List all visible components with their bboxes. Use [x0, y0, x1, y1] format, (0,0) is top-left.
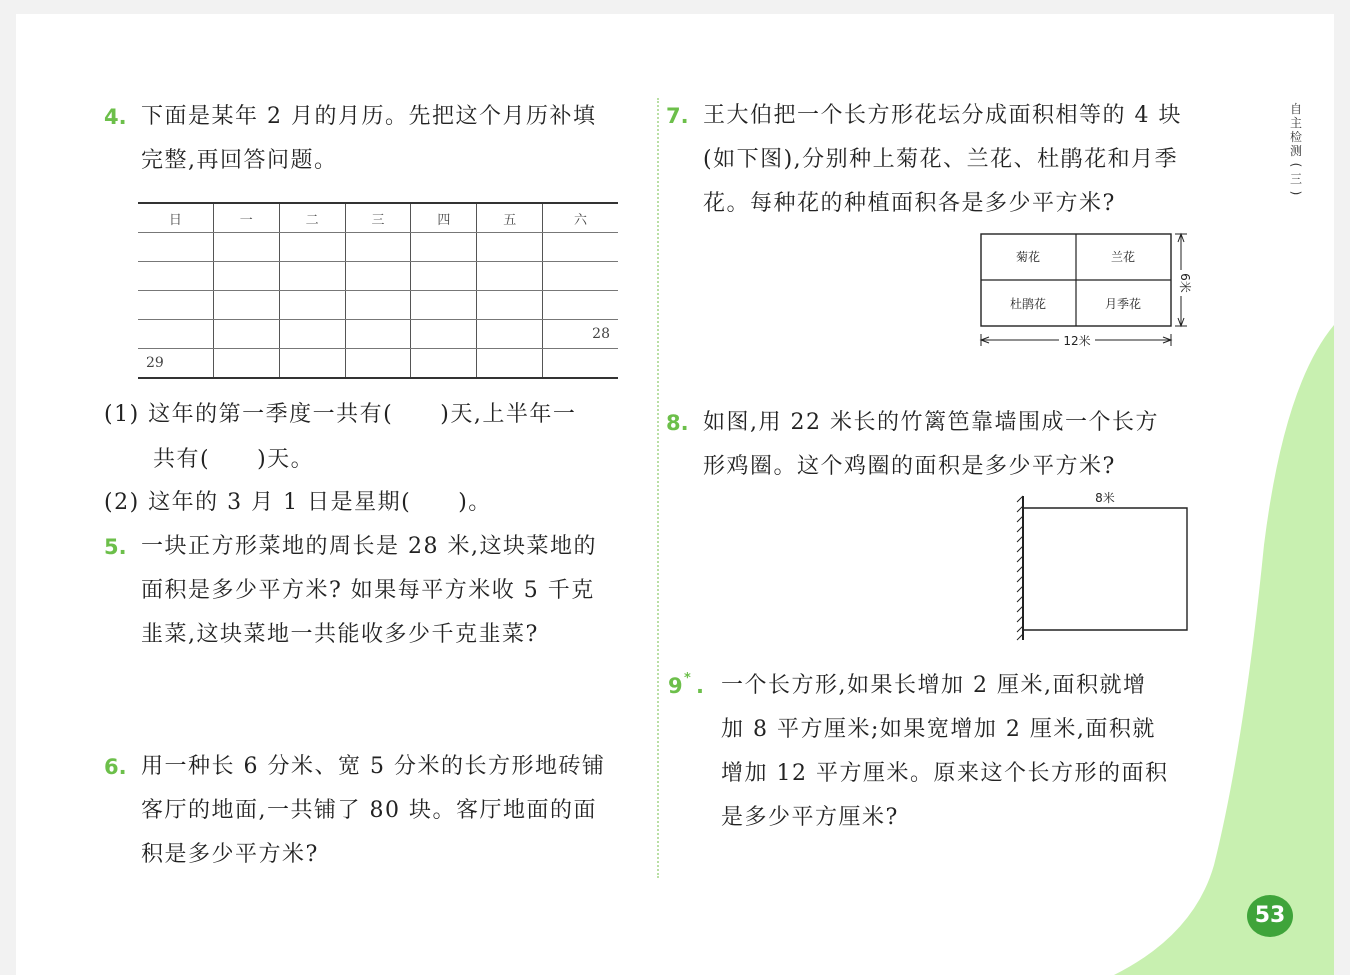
- flowerbed-cell-chrysanthemum: 菊花: [1015, 250, 1041, 264]
- flowerbed-diagram: [971, 226, 1211, 351]
- question-9-text-line3: 增加 12 平方厘米。原来这个长方形的面积: [721, 761, 1169, 786]
- column-divider: [657, 98, 665, 878]
- question-4-sub2: (2) 这年的 3 月 1 日是星期( )。: [104, 490, 492, 515]
- section-title-char: 自: [1289, 102, 1302, 116]
- question-9-text-line1: 一个长方形,如果长增加 2 厘米,面积就增: [721, 673, 1147, 698]
- section-title-char: 三: [1289, 172, 1302, 186]
- question-6-text-line2: 客厅的地面,一共铺了 80 块。客厅地面的面: [141, 798, 597, 823]
- question-4-sub1-line2: 共有( )天。: [153, 447, 315, 472]
- question-4-sub1-line1: (1) 这年的第一季度一共有( )天,上半年一: [104, 402, 577, 427]
- question-6-text-line1: 用一种长 6 分米、宽 5 分米的长方形地砖铺: [141, 754, 606, 779]
- question-8-number: 8.: [666, 411, 689, 435]
- calendar-header-mon: 一: [213, 203, 279, 233]
- calendar-week-row: [138, 233, 618, 262]
- section-title-vertical: [1286, 102, 1306, 200]
- flowerbed-cell-orchid: 兰花: [1110, 250, 1136, 264]
- flowerbed-cell-azalea: 杜鹃花: [1009, 297, 1047, 311]
- question-5-text-line2: 面积是多少平方米? 如果每平方米收 5 千克: [141, 578, 595, 603]
- question-8-text-line2: 形鸡圈。这个鸡圈的面积是多少平方米?: [703, 454, 1116, 479]
- calendar-week-row: [138, 262, 618, 291]
- question-9-text-line2: 加 8 平方厘米;如果宽增加 2 厘米,面积就: [721, 717, 1156, 742]
- chicken-pen-diagram: [1011, 488, 1196, 643]
- question-8-text-line1: 如图,用 22 米长的竹篱笆靠墙围成一个长方: [703, 410, 1159, 435]
- question-4-text-line2: 完整,再回答问题。: [141, 148, 338, 173]
- question-4-number: 4.: [104, 105, 127, 129]
- question-7-text-line1: 王大伯把一个长方形花坛分成面积相等的 4 块: [703, 103, 1182, 128]
- page-number-badge: 53: [1247, 895, 1293, 937]
- question-9-star: *: [684, 671, 691, 686]
- calendar-header-thu: 四: [411, 203, 477, 233]
- calendar-header-sun: 日: [138, 203, 213, 233]
- question-6-text-line3: 积是多少平方米?: [141, 842, 319, 867]
- pen-fence: [1023, 508, 1187, 630]
- question-9-dot: .: [696, 674, 704, 698]
- flowerbed-cell-rose: 月季花: [1104, 297, 1142, 311]
- calendar-header-row: [138, 203, 618, 233]
- calendar-day-28: 28: [543, 320, 618, 349]
- question-4-text-line1: 下面是某年 2 月的月历。先把这个月历补填: [141, 104, 597, 129]
- calendar-header-sat: 六: [543, 203, 618, 233]
- height-label: 6米: [1178, 273, 1192, 293]
- calendar-week-row: [138, 291, 618, 320]
- workbook-page: [16, 14, 1334, 975]
- calendar-day-29: 29: [138, 349, 213, 379]
- question-7-text-line3: 花。每种花的种植面积各是多少平方米?: [703, 191, 1116, 216]
- question-5-number: 5.: [104, 535, 127, 559]
- question-6-number: 6.: [104, 755, 127, 779]
- calendar-week-row: [138, 349, 618, 379]
- calendar-week-row: [138, 320, 618, 349]
- question-9-text-line4: 是多少平方厘米?: [721, 805, 899, 830]
- width-label: 12米: [1063, 334, 1091, 348]
- question-5-text-line3: 韭菜,这块菜地一共能收多少千克韭菜?: [141, 622, 539, 647]
- section-title-char: 检: [1289, 130, 1302, 144]
- calendar-header-fri: 五: [477, 203, 543, 233]
- section-title-char: (: [1289, 162, 1303, 168]
- question-7-number: 7.: [666, 104, 689, 128]
- question-7-text-line2: (如下图),分别种上菊花、兰花、杜鹃花和月季: [703, 147, 1179, 172]
- pen-top-label: 8米: [1095, 491, 1115, 505]
- february-calendar: [138, 202, 618, 379]
- section-title-char: ): [1289, 190, 1303, 196]
- section-title-char: 主: [1289, 116, 1302, 130]
- question-5-text-line1: 一块正方形菜地的周长是 28 米,这块菜地的: [141, 534, 597, 559]
- calendar-header-tue: 二: [279, 203, 345, 233]
- calendar-header-wed: 三: [345, 203, 411, 233]
- question-9-number: 9: [668, 674, 683, 698]
- section-title-char: 测: [1289, 144, 1302, 158]
